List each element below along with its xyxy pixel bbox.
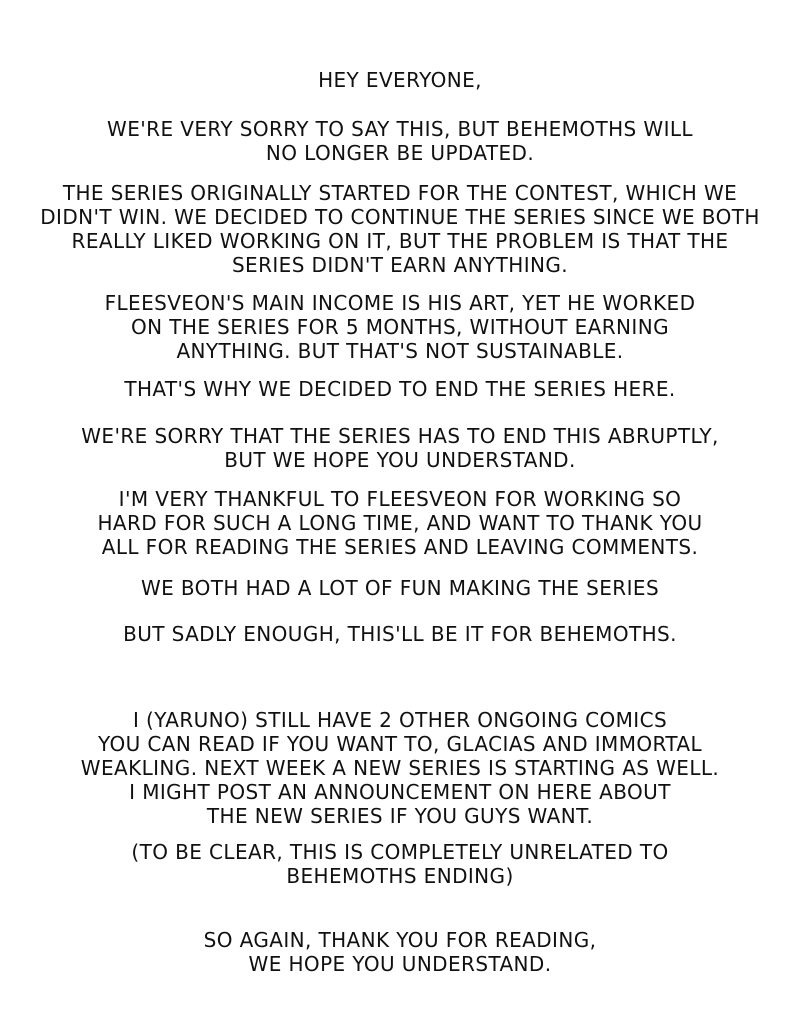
paragraph-end-series — [20, 377, 780, 401]
text-line: WE'RE VERY SORRY TO SAY THIS, BUT BEHEMOTHS WILL — [107, 117, 693, 141]
text-line: WE'RE SORRY THAT THE SERIES HAS TO END THIS ABRUPTLY, — [81, 424, 719, 448]
text-line: THAT'S WHY WE DECIDED TO END THE SERIES HERE. — [124, 377, 676, 401]
text-line: REALLY LIKED WORKING ON IT, BUT THE PROBLEM IS THAT THE — [71, 229, 729, 253]
text-line: NO LONGER BE UPDATED. — [265, 141, 535, 165]
text-line: (TO BE CLEAR, THIS IS COMPLETELY UNRELATED TO — [131, 840, 669, 864]
greeting — [20, 68, 780, 92]
text-line: I'M VERY THANKFUL TO FLEESVEON FOR WORKING SO — [118, 487, 682, 511]
text-line: THE SERIES ORIGINALLY STARTED FOR THE CONTEST, WHICH WE — [62, 181, 738, 205]
text-line: ALL FOR READING THE SERIES AND LEAVING COMMENTS. — [101, 535, 699, 559]
paragraph-other-comics — [20, 708, 780, 828]
paragraph-contest-history — [20, 181, 780, 277]
text-line: ON THE SERIES FOR 5 MONTHS, WITHOUT EARNING — [131, 315, 669, 339]
paragraph-no-longer-updated — [20, 117, 780, 165]
paragraph-clarification — [20, 840, 780, 888]
text-line: THE NEW SERIES IF YOU GUYS WANT. — [206, 804, 594, 828]
text-line: WE BOTH HAD A LOT OF FUN MAKING THE SERIES — [140, 576, 660, 600]
text-line: I MIGHT POST AN ANNOUNCEMENT ON HERE ABOUT — [129, 780, 671, 804]
text-line: HARD FOR SUCH A LONG TIME, AND WANT TO THANK YOU — [97, 511, 703, 535]
text-line: SERIES DIDN'T EARN ANYTHING. — [231, 253, 569, 277]
text-line: BUT WE HOPE YOU UNDERSTAND. — [224, 448, 576, 472]
greeting-line: HEY EVERYONE, — [318, 68, 482, 92]
text-line: WEAKLING. NEXT WEEK A NEW SERIES IS STARTING AS WELL. — [80, 756, 720, 780]
paragraph-apology — [20, 424, 780, 472]
text-line: I (YARUNO) STILL HAVE 2 OTHER ONGOING COMICS — [132, 708, 668, 732]
paragraph-closing — [20, 928, 780, 976]
paragraph-income — [20, 291, 780, 363]
text-line: BUT SADLY ENOUGH, THIS'LL BE IT FOR BEHEMOTHS. — [123, 622, 677, 646]
text-line: BEHEMOTHS ENDING) — [286, 864, 514, 888]
text-line: FLEESVEON'S MAIN INCOME IS HIS ART, YET HE WORKED — [104, 291, 696, 315]
paragraph-farewell — [20, 622, 780, 646]
paragraph-fun — [20, 576, 780, 600]
text-line: DIDN'T WIN. WE DECIDED TO CONTINUE THE SERIES SINCE WE BOTH — [40, 205, 760, 229]
text-line: WE HOPE YOU UNDERSTAND. — [248, 952, 552, 976]
text-line: SO AGAIN, THANK YOU FOR READING, — [203, 928, 597, 952]
paragraph-thanks — [20, 487, 780, 559]
text-line: YOU CAN READ IF YOU WANT TO, GLACIAS AND IMMORTAL — [97, 732, 703, 756]
text-line: ANYTHING. BUT THAT'S NOT SUSTAINABLE. — [176, 339, 624, 363]
